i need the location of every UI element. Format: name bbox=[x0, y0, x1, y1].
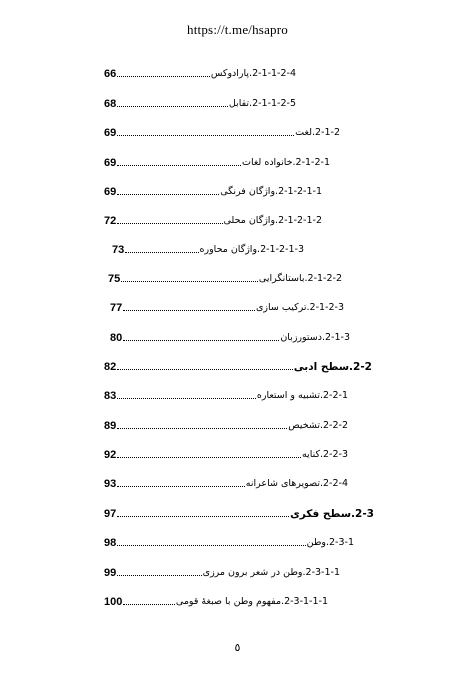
toc-page-number: 66 bbox=[104, 68, 117, 80]
toc-page-number: 100 bbox=[104, 596, 123, 608]
toc-entry-title: 2-2-3.کنایه bbox=[301, 449, 348, 460]
dot-leader bbox=[117, 486, 245, 487]
toc-entry-title: 2-1-3.دستورزبان bbox=[280, 332, 350, 343]
toc-entry-title: 2-3-1-1.وطن در شعر برون مرزی bbox=[202, 567, 340, 578]
toc-row bbox=[104, 476, 348, 490]
toc-row bbox=[110, 300, 344, 314]
dot-leader bbox=[117, 223, 222, 224]
dot-leader bbox=[123, 310, 255, 311]
toc-entry-title: 2-2-1.تشبیه و استعاره bbox=[256, 390, 348, 401]
toc-entry-title: 2-1-2-1-3.واژگان محاوره bbox=[199, 244, 304, 255]
toc-row bbox=[104, 213, 322, 227]
toc-entry-title: 2-1-1-2-5.تقابل bbox=[228, 98, 296, 109]
toc-entry-title: 2-2-4.تصویرهای شاعرانه bbox=[245, 478, 348, 489]
toc-page-number: 92 bbox=[104, 449, 117, 461]
toc-entry-title: 2-2-2.تشخیص bbox=[288, 420, 348, 431]
dot-leader bbox=[117, 575, 201, 576]
dot-leader bbox=[117, 135, 294, 136]
dot-leader bbox=[125, 252, 198, 253]
toc-page-number: 82 bbox=[104, 361, 117, 373]
dot-leader bbox=[123, 604, 175, 605]
toc-row bbox=[104, 155, 330, 169]
toc-row bbox=[104, 96, 296, 110]
dot-leader bbox=[117, 369, 292, 370]
toc-page-number: 97 bbox=[104, 508, 117, 520]
toc-row bbox=[104, 565, 340, 579]
toc-row bbox=[104, 66, 296, 80]
dot-leader bbox=[117, 545, 305, 546]
toc-section-title: 2-3.سطح فکری bbox=[290, 508, 374, 520]
toc-row bbox=[104, 184, 322, 198]
toc-page-number: 69 bbox=[104, 186, 117, 198]
toc-page-number: 75 bbox=[108, 273, 121, 285]
toc-row bbox=[110, 330, 350, 344]
toc-entry-title: 2-3-1.وطن bbox=[306, 537, 354, 548]
dot-leader bbox=[117, 428, 287, 429]
toc-page-number: 89 bbox=[104, 420, 117, 432]
toc-page-number: 83 bbox=[104, 390, 117, 402]
toc-row bbox=[104, 125, 340, 139]
dot-leader bbox=[117, 106, 228, 107]
toc-entry-title: 2-1-2-1-1.واژگان فرنگی bbox=[220, 186, 322, 197]
toc-row bbox=[104, 418, 348, 432]
toc-entry-title: 2-1-2.لغت bbox=[295, 127, 340, 138]
dot-leader bbox=[117, 165, 241, 166]
toc-page-number: 68 bbox=[104, 98, 117, 110]
toc-page-number: 73 bbox=[112, 244, 125, 256]
header-url: https://t.me/hsapro bbox=[187, 22, 288, 37]
toc-row bbox=[104, 535, 354, 549]
toc-page-number: 80 bbox=[110, 332, 123, 344]
toc-page-number: 99 bbox=[104, 567, 117, 579]
dot-leader bbox=[117, 457, 301, 458]
toc-page-number: 72 bbox=[104, 215, 117, 227]
toc-row bbox=[104, 506, 374, 520]
dot-leader bbox=[117, 398, 256, 399]
dot-leader bbox=[121, 281, 258, 282]
toc-section-title: 2-2.سطح ادبی bbox=[293, 361, 372, 373]
toc-row bbox=[104, 359, 372, 373]
dot-leader bbox=[117, 516, 289, 517]
toc-row bbox=[104, 388, 348, 402]
toc-row bbox=[112, 242, 304, 256]
toc-entry-title: 2-3-1-1-1.مفهوم وطن با صبغهٔ قومی bbox=[175, 596, 328, 607]
toc-row bbox=[104, 447, 348, 461]
toc-entry-title: 2-1-2-1-2.واژگان محلی bbox=[223, 215, 322, 226]
toc-entry-title: 2-1-1-2-4.پارادوکس bbox=[210, 68, 296, 79]
toc-page-number: 69 bbox=[104, 127, 117, 139]
dot-leader bbox=[123, 340, 279, 341]
toc-entry-title: 2-1-2-3.ترکیب سازی bbox=[256, 302, 344, 313]
toc-page-number: 93 bbox=[104, 478, 117, 490]
toc-row bbox=[108, 271, 342, 285]
dot-leader bbox=[117, 194, 219, 195]
footer-page-number: ٥ bbox=[234, 641, 241, 654]
toc-entry-title: 2-1-2-1.خانواده لغات bbox=[242, 157, 330, 168]
toc-entry-title: 2-1-2-2.باستانگرایی bbox=[258, 273, 342, 284]
dot-leader bbox=[117, 76, 210, 77]
toc-page-number: 98 bbox=[104, 537, 117, 549]
toc-page-number: 69 bbox=[104, 157, 117, 169]
toc-page-number: 77 bbox=[110, 302, 123, 314]
toc-row bbox=[104, 594, 328, 608]
